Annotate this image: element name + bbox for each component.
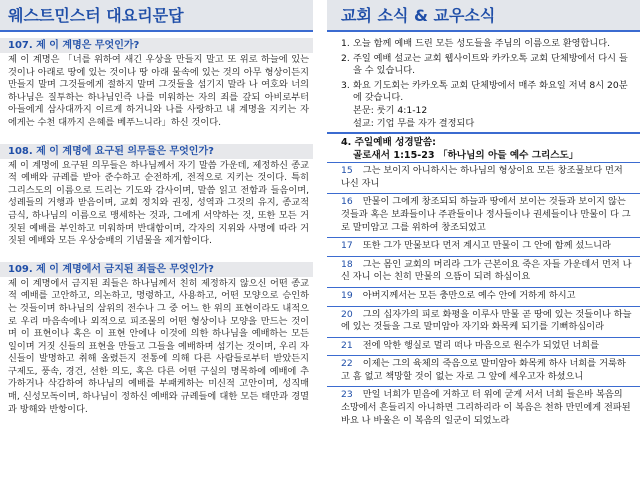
scripture-reference: 골로새서 1:15-23 「하나님의 아들 예수 그리스도」 [327, 149, 640, 163]
verse-text: 그는 몸인 교회의 머리라 그가 근본이요 죽은 자들 가운데서 먼저 나신 자니 이는 친히 만물의 으뜸이 되려 하심이요 [341, 258, 632, 283]
verse-21 [327, 338, 640, 357]
notice-number: 1. [341, 38, 350, 49]
question-answer: 제 이 계명에서 금지된 죄들은 하나님께서 친히 제정하지 않으신 어떤 종교적 예배를 고안하고, 의논하고, 명령하고, 사용하고, 어떤 모양으로 승인하는 것들이며 하나님의 삼위의 전수나 그 중 어느 한 위의 표현이라도 내적으로 우리 마음속에나 외적으로 피조물의 어떤 형상이나 모양을 만드는 것이며 이 표현이나 혹은 이 표현 안에나 이것에 의한 하나님을 예배하는 모든 일이며 거짓 신들의 표현을 만들고 그들을 예배하며 섬기는 것이며, 우리 자신들이 발명하고 취해 올렸든지 전통에 의해 다른 사람들로부터 받았든지 구제도, 풍속, 경건, 선한 의도, 혹은 다른 어떤 구실의 명목하에 예배에 추가하거나 삭감하여 하나님의 예배를 부패케하는 미신적 고안이며, 성직매매, 신성모독이며, 하나님이 정하신 예배와 규례들에 대한 모든 태만과 경멸과 방해와 반항이다. [8, 277, 309, 415]
notice-scripture: 본문: 룻기 4:1-12 [353, 104, 428, 116]
catechism-column [0, 0, 313, 418]
verse-18 [327, 257, 640, 288]
catechism-question-109 [0, 262, 313, 419]
verse-20 [327, 307, 640, 338]
verse-text: 만물이 그에게 창조되되 하늘과 땅에서 보이는 것들과 보이지 않는 것들과 혹은 보좌들이나 주관들이나 정사들이나 권세들이나 만물이 다 그로 말미암고 그를 위하여 창조되었고 [341, 196, 631, 233]
verse-text: 또한 그가 만물보다 먼저 계시고 만물이 그 안에 함께 섰느니라 [362, 240, 611, 252]
verse-text: 아버지께서는 모든 충만으로 예수 안에 거하게 하시고 [362, 289, 576, 301]
verse-23 [327, 387, 640, 430]
catechism-question-108 [0, 144, 313, 250]
question-heading: 107. 제 이 계명은 무엇인가? [0, 38, 313, 53]
verse-number: 21 [341, 339, 353, 351]
verse-number: 17 [341, 240, 353, 252]
verse-text: 전에 악한 행실로 멀리 떠나 마음으로 원수가 되었던 너희를 [362, 339, 600, 351]
catechism-title: 웨스트민스터 대요리문답 [0, 0, 313, 32]
question-heading: 109. 제 이 계명에서 금지된 죄들은 무엇인가? [0, 262, 313, 277]
verse-17 [327, 238, 640, 257]
notice-list [327, 32, 640, 130]
notice-text: 화요 기도회는 카카오톡 교회 단체방에서 매주 화요일 저녁 8시 20분에 갖습니다. [353, 79, 628, 104]
verse-number: 20 [341, 308, 353, 320]
notice-item [341, 80, 634, 130]
verse-19 [327, 288, 640, 307]
notice-sermon-title: 설교: 기업 무를 자가 결정되다 [353, 117, 475, 129]
question-heading: 108. 제 이 계명에 요구된 의무들은 무엇인가? [0, 144, 313, 159]
scripture-section [327, 132, 640, 430]
notice-text: 주일 예배 설교는 교회 웹사이트와 카카오톡 교회 단체방에서 다시 들을 수 있습니다. [353, 52, 628, 77]
church-news-column [327, 0, 640, 430]
verse-22 [327, 356, 640, 387]
verse-16 [327, 194, 640, 238]
verse-number: 18 [341, 258, 353, 270]
verse-number: 22 [341, 358, 353, 370]
notice-item [341, 38, 634, 51]
scripture-heading: 4. 주일예배 성경말씀: [341, 137, 436, 149]
verse-number: 16 [341, 196, 353, 208]
verse-text: 그의 십자가의 피로 화평을 이루사 만물 곧 땅에 있는 것들이나 하늘에 있는 것들을 그로 말미암아 자기와 화목케 되기를 기뻐하심이라 [341, 308, 632, 333]
verse-number: 15 [341, 165, 353, 177]
verse-text: 만일 너희가 믿음에 거하고 터 위에 굳게 서서 너희 들은바 복음의 소망에서 흔들리지 아니하면 그리하리라 이 복음은 천하 만민에게 전파된 바요 나 바울은 이 복음의 일군이 되었노라 [341, 389, 631, 426]
verse-15 [327, 163, 640, 194]
notice-number: 2. [341, 52, 350, 64]
question-answer: 제 이 계명에 요구된 의무들은 하나님께서 자기 말씀 가운데, 제정하신 종교적 예배와 규례를 받아 준수하고 순전하게, 전적으로 지키는 것이다. 특히 그리스도의 이름으로 드리는 기도와 감사이며, 말씀 읽고 전함과 들음이며, 성례들의 거행과 받음이며, 교회 정치와 권징, 성역과 그것의 유지, 종교적 금식, 하나님의 이름으로 맹세하는 것과, 그에게 서약하는 것, 또한 모든 거짓된 예배를 부인하고 미워하며 반대함이며, 각자의 지위와 사명에 따라 거짓된 예배와 모든 우상숭배의 기념물을 제거함이다. [8, 159, 309, 247]
notice-text: 오늘 함께 예배 드린 모든 성도들을 주님의 이름으로 환영합니다. [353, 38, 611, 49]
verse-text: 그는 보이지 아니하시는 하나님의 형상이요 모든 창조물보다 먼저 나신 자니 [341, 165, 623, 189]
verse-text: 이제는 그의 육체의 죽음으로 말미암아 화목케 하사 너희를 거룩하고 흠 없고 책망할 것이 없는 자로 그 앞에 세우고자 하셨으니 [341, 358, 626, 382]
verse-number: 23 [341, 389, 353, 401]
notice-item [341, 53, 634, 78]
verse-number: 19 [341, 289, 353, 301]
notice-number: 3. [341, 79, 350, 91]
question-answer: 제 이 계명은 「너를 위하여 새긴 우상을 만들지 말고 또 위로 하늘에 있는 것이나 아래로 땅에 있는 것이나 땅 아래 물속에 있는 것의 아무 형상이든지 만들지 말며 그것들에게 절하지 말며 그것들을 섬기지 말라 나 여호와 너의 하나님은 질투하는 하나님인즉 나를 미워하는 자의 죄를 갚되 아비로부터 아들에게 삼사대까지 이르게 하거니와 나를 사랑하고 내 계명을 지키는 자에게는 수천 대까지 은혜를 베푸느니라」하신 것이다. [8, 54, 309, 128]
church-news-title: 교회 소식 & 교우소식 [327, 0, 640, 32]
catechism-question-107 [0, 38, 313, 132]
